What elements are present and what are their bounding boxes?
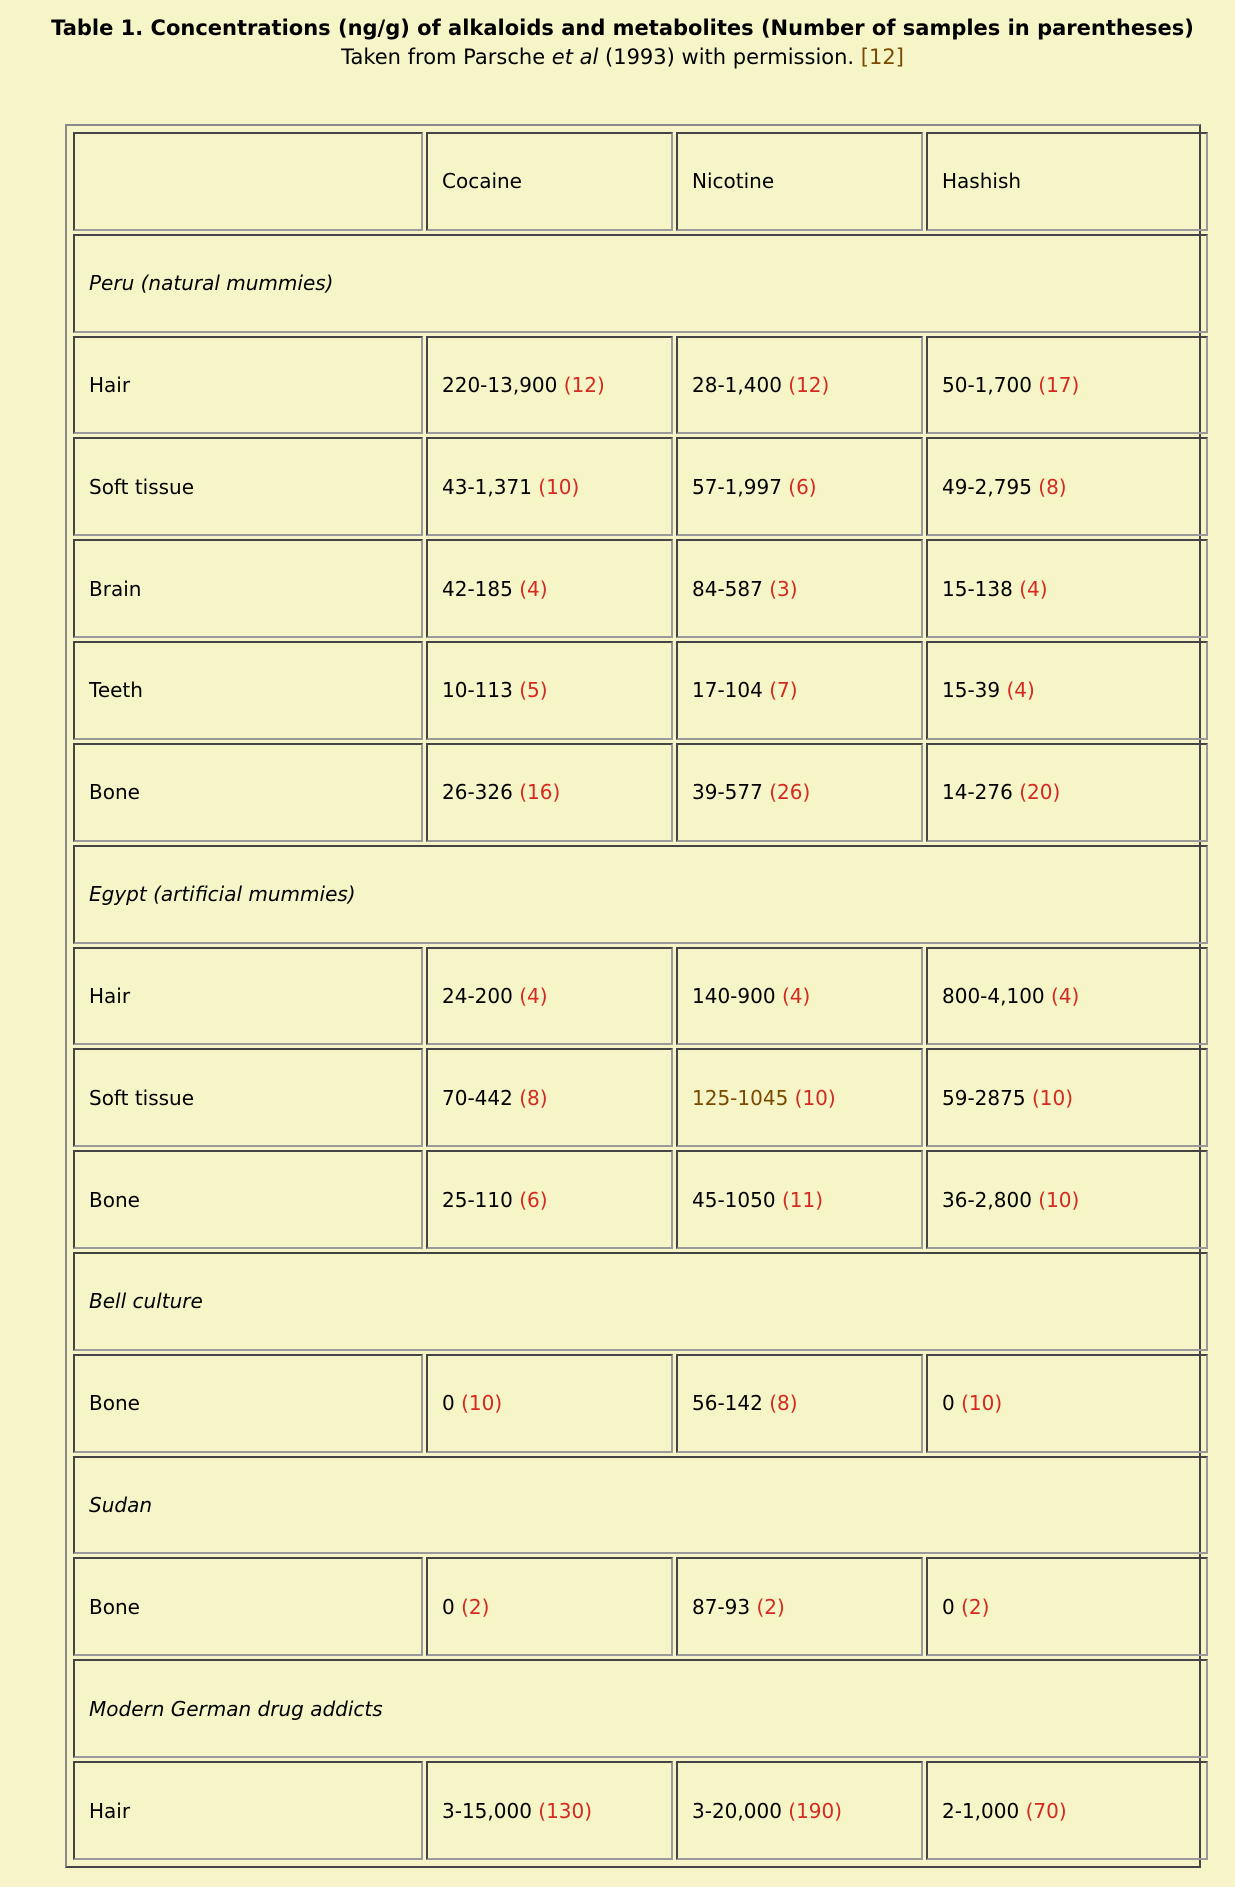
range-value: 0: [442, 1594, 455, 1619]
sample-count: (17): [1038, 373, 1080, 398]
header-cell-nicotine: Nicotine: [676, 132, 923, 231]
value-cell: [426, 1354, 673, 1453]
sample-count: (190): [788, 1798, 843, 1823]
row-label-cell: Hair: [73, 1761, 423, 1860]
sample-count: (8): [1038, 474, 1067, 499]
value-cell: [676, 1150, 923, 1249]
sample-count: (4): [1019, 576, 1048, 601]
sample-count: (8): [769, 1391, 798, 1416]
value-cell: [926, 1761, 1208, 1860]
row-label-cell: Teeth: [73, 641, 423, 740]
table-caption: [0, 14, 1235, 72]
value-cell: [676, 947, 923, 1046]
range-value: 140-900: [692, 983, 776, 1008]
sample-count: (7): [769, 678, 798, 703]
section-row: [73, 1456, 1208, 1555]
sample-count: (2): [756, 1594, 785, 1619]
sample-count: (11): [781, 1187, 823, 1212]
value-cell: [426, 641, 673, 740]
sample-count: (4): [519, 576, 548, 601]
sample-count: (4): [781, 983, 811, 1008]
sample-count: (10): [461, 1391, 503, 1416]
row-label-cell: Bone: [73, 1557, 423, 1656]
table-row: [73, 437, 1208, 536]
range-value: 25-110: [442, 1187, 513, 1212]
sample-count: (8): [519, 1085, 548, 1110]
section-heading: Sudan: [73, 1456, 1208, 1555]
sample-count: (10): [538, 474, 580, 499]
table-source-note: [0, 43, 1235, 72]
value-cell: [426, 336, 673, 435]
range-value: 39-577: [692, 780, 763, 805]
value-cell: [426, 743, 673, 842]
range-value: 10-113: [442, 678, 513, 703]
sample-count: (5): [519, 678, 548, 703]
value-cell: [926, 947, 1208, 1046]
value-cell: [926, 437, 1208, 536]
range-value: 42-185: [442, 576, 513, 601]
sample-count: (70): [1025, 1798, 1067, 1823]
sample-count: (10): [1031, 1085, 1073, 1110]
value-cell: [676, 1354, 923, 1453]
range-value: 50-1,700: [942, 373, 1032, 398]
row-label-cell: Hair: [73, 336, 423, 435]
value-cell: [676, 336, 923, 435]
range-value: 70-442: [442, 1085, 513, 1110]
range-value: 49-2,795: [942, 474, 1032, 499]
table-row: [73, 539, 1208, 638]
reference-link[interactable]: [12]: [860, 45, 904, 69]
section-row: [73, 845, 1208, 944]
value-cell: [426, 1761, 673, 1860]
sample-count: (16): [519, 780, 561, 805]
sample-count: (4): [519, 983, 548, 1008]
source-text: Taken from Parsche: [341, 45, 552, 69]
range-value: 57-1,997: [692, 474, 782, 499]
sample-count: (26): [769, 780, 811, 805]
range-value: 125-1045: [692, 1085, 789, 1110]
row-label-cell: Bone: [73, 1150, 423, 1249]
source-et-al: et al: [551, 45, 599, 69]
value-cell: [926, 336, 1208, 435]
range-value: 43-1,371: [442, 474, 532, 499]
source-year-text: (1993) with permission.: [598, 45, 861, 69]
range-value: 28-1,400: [692, 373, 782, 398]
sample-count: (6): [788, 474, 817, 499]
range-value: 3-20,000: [692, 1798, 782, 1823]
data-table-frame: [65, 124, 1201, 1868]
range-value: 800-4,100: [942, 983, 1045, 1008]
table-header-row: [73, 132, 1208, 231]
range-value: 0: [942, 1391, 955, 1416]
table-body: [73, 132, 1208, 1860]
sample-count: (10): [961, 1391, 1003, 1416]
row-label-cell: Bone: [73, 1354, 423, 1453]
value-cell: [676, 1557, 923, 1656]
value-cell: [426, 1557, 673, 1656]
sample-count: (2): [461, 1594, 490, 1619]
section-heading: Peru (natural mummies): [73, 234, 1208, 333]
range-value: 15-138: [942, 576, 1013, 601]
section-heading: Bell culture: [73, 1252, 1208, 1351]
sample-count: (12): [563, 373, 605, 398]
table-row: [73, 1150, 1208, 1249]
section-row: [73, 1252, 1208, 1351]
range-value: 17-104: [692, 678, 763, 703]
header-cell-empty: [73, 132, 423, 231]
sample-count: (3): [769, 576, 798, 601]
sample-count: (10): [1038, 1187, 1080, 1212]
value-cell: [426, 539, 673, 638]
sample-count: (20): [1019, 780, 1061, 805]
value-cell: [926, 539, 1208, 638]
sample-count: (12): [788, 373, 830, 398]
sample-count: (130): [538, 1798, 593, 1823]
sample-count: (6): [519, 1187, 548, 1212]
section-row: [73, 234, 1208, 333]
value-cell: [676, 539, 923, 638]
value-cell: [426, 1150, 673, 1249]
range-value: 56-142: [692, 1391, 763, 1416]
header-cell-cocaine: Cocaine: [426, 132, 673, 231]
table-row: [73, 641, 1208, 740]
value-cell: [426, 947, 673, 1046]
range-value: 15-39: [942, 678, 1001, 703]
value-cell: [926, 1150, 1208, 1249]
value-cell: [676, 1048, 923, 1147]
value-cell: [676, 437, 923, 536]
table-row: [73, 947, 1208, 1046]
value-cell: [926, 1048, 1208, 1147]
row-label-cell: Bone: [73, 743, 423, 842]
sample-count: (4): [1006, 678, 1035, 703]
range-value: 3-15,000: [442, 1798, 532, 1823]
section-row: [73, 1659, 1208, 1758]
section-heading: Egypt (artificial mummies): [73, 845, 1208, 944]
header-cell-hashish: Hashish: [926, 132, 1208, 231]
range-value: 26-326: [442, 780, 513, 805]
value-cell: [676, 743, 923, 842]
table-row: [73, 1354, 1208, 1453]
range-value: 14-276: [942, 780, 1013, 805]
table-row: [73, 1557, 1208, 1656]
range-value: 0: [942, 1594, 955, 1619]
value-cell: [426, 1048, 673, 1147]
range-value: 24-200: [442, 983, 513, 1008]
section-heading: Modern German drug addicts: [73, 1659, 1208, 1758]
row-label-cell: Brain: [73, 539, 423, 638]
range-value: 84-587: [692, 576, 763, 601]
range-value: 2-1,000: [942, 1798, 1020, 1823]
range-value: 220-13,900: [442, 373, 558, 398]
table-title: Table 1. Concentrations (ng/g) of alkaloids and metabolites (Number of samples in parentheses): [51, 16, 1194, 40]
value-cell: [926, 1354, 1208, 1453]
value-cell: [926, 743, 1208, 842]
row-label-cell: Hair: [73, 947, 423, 1046]
row-label-cell: Soft tissue: [73, 1048, 423, 1147]
value-cell: [676, 641, 923, 740]
range-value: 45-1050: [692, 1187, 776, 1212]
value-cell: [926, 1557, 1208, 1656]
range-value: 36-2,800: [942, 1187, 1032, 1212]
sample-count: (10): [794, 1085, 836, 1110]
table-row: [73, 336, 1208, 435]
value-cell: [676, 1761, 923, 1860]
value-cell: [426, 437, 673, 536]
sample-count: (2): [961, 1594, 990, 1619]
value-cell: [926, 641, 1208, 740]
range-value: 59-2875: [942, 1085, 1026, 1110]
range-value: 87-93: [692, 1594, 751, 1619]
range-value: 0: [442, 1391, 455, 1416]
table-row: [73, 1048, 1208, 1147]
row-label-cell: Soft tissue: [73, 437, 423, 536]
table-row: [73, 743, 1208, 842]
table-row: [73, 1761, 1208, 1860]
sample-count: (4): [1051, 983, 1080, 1008]
data-table: [70, 129, 1211, 1863]
